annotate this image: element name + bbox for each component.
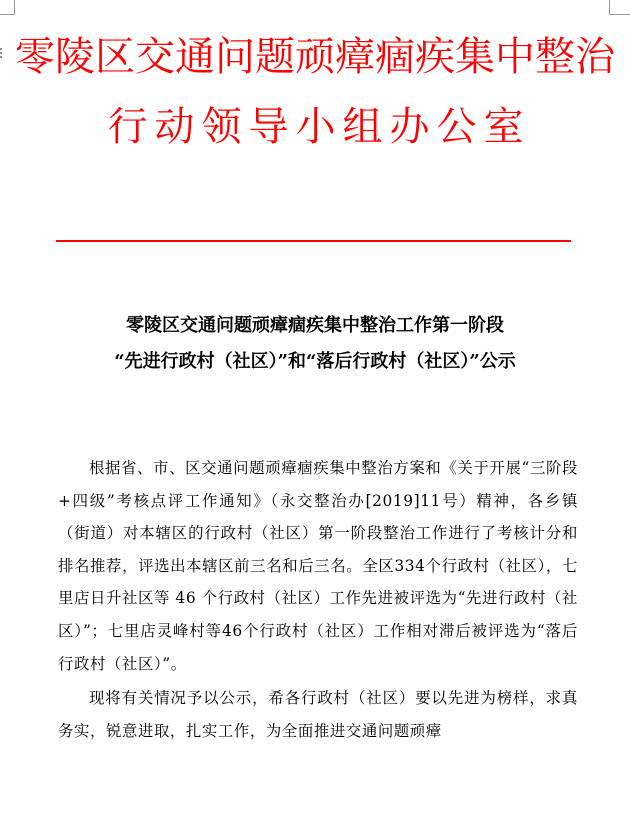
title-line-1: 零陵区交通问题顽瘴痼疾集中整治工作第一阶段 bbox=[126, 315, 504, 336]
page-corner-mark-top-right bbox=[609, 0, 630, 15]
document-header bbox=[0, 22, 630, 162]
header-divider bbox=[56, 240, 571, 242]
title-line-2: “先进行政村（社区）”和“落后行政村（社区）”公示 bbox=[114, 351, 516, 372]
issuing-office-line-1: 零陵区交通问题顽瘴痼疾集中整治 bbox=[15, 34, 615, 80]
issuing-office-line-2: 行动领导小组办公室 bbox=[107, 104, 531, 150]
body-paragraph: 现将有关情况予以公示，希各行政村（社区）要以先进为榜样，求真务实，锐意进取，扎实工作，为全面推进交通问题顽瘴 bbox=[58, 689, 578, 740]
body-paragraph: 根据省、市、区交通问题顽瘴痼疾集中整治方案和《关于开展“三阶段+四级”考核点评工作通知》（永交整治办[2019]11号）精神，各乡镇（街道）对本辖区的行政村（社区）第一阶段整治工作进行了考核计分和排名推荐，评选出本辖区前三名和后三名。全区334个行政村（社区），七里店日升社区等 46 个行政村（社区）工作先进被评选为“先进行政村（社区）”；七里店灵峰村等46个行政村（社区）工作相对滞后被评选为“落后行政村（社区）”。 bbox=[58, 459, 578, 673]
document-body bbox=[58, 452, 578, 747]
document-title bbox=[0, 308, 630, 380]
page-corner-mark-top-left bbox=[0, 0, 15, 15]
